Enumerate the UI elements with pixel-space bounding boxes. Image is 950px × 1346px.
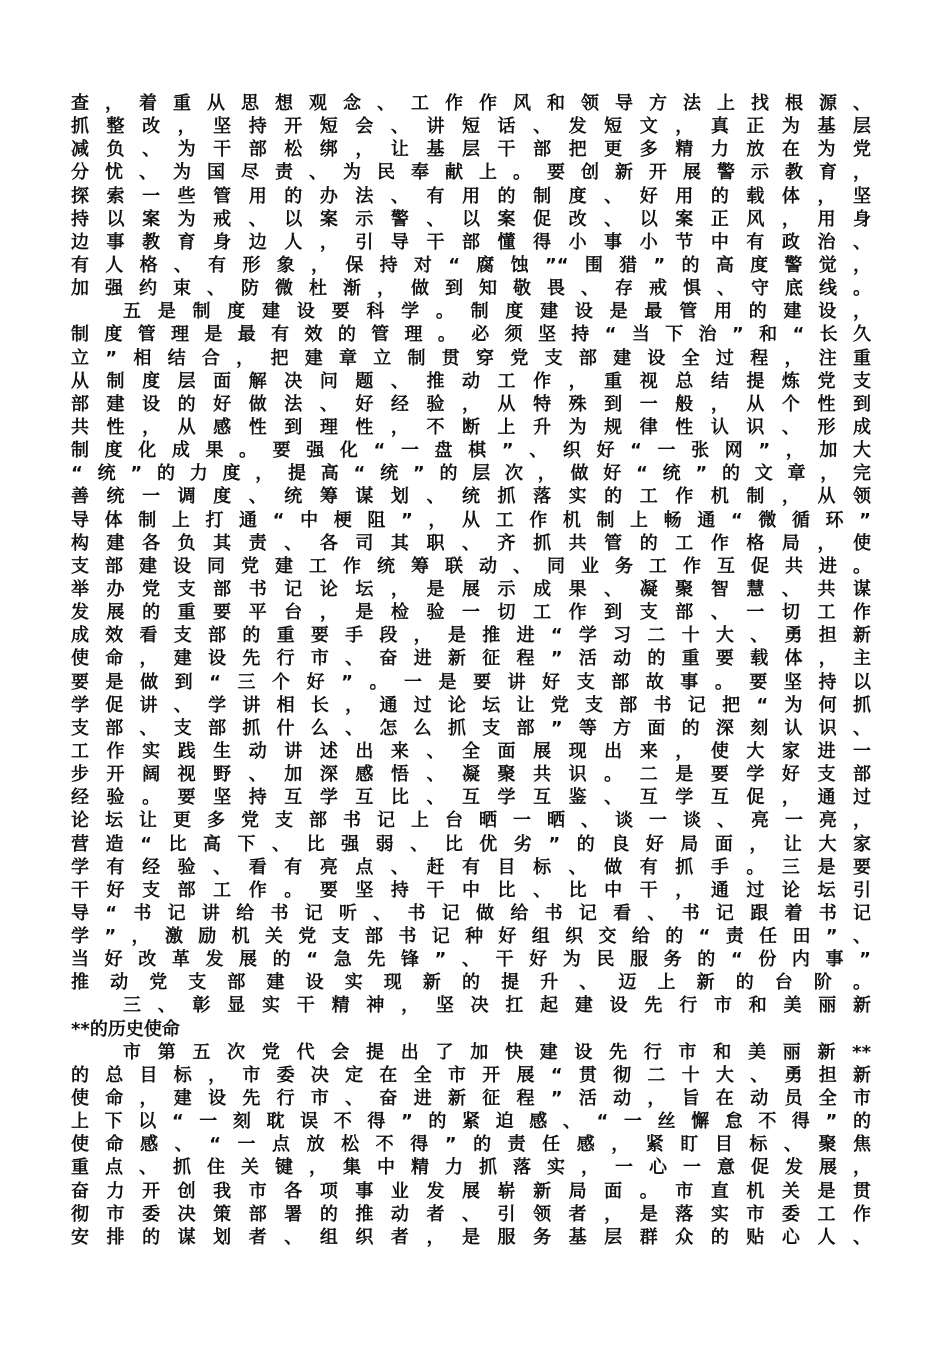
text-line: 重点、抓住关键，集中精力抓落实，一心一意促发展， — [71, 1157, 871, 1179]
text-line: 学促讲、学讲相长，通过论坛让党支部书记把“为何抓 — [71, 694, 871, 716]
text-line: 制度管理是最有效的管理。必须坚持“当下治”和“长久 — [71, 324, 871, 346]
text-line: 使命，建设先行市、奋进新征程”活动的重要载体，主 — [71, 648, 871, 670]
document-body — [71, 92, 871, 1249]
text-line: 从制度层面解决问题、推动工作，重视总结提炼党支 — [71, 370, 871, 392]
text-line: 当好改革发展的“急先锋”、干好为民服务的“份内事” — [71, 949, 871, 971]
text-line: 有人格、有形象，保持对“腐蚀”“围猎”的高度警觉， — [71, 254, 871, 276]
text-line: 要是做到“三个好”。一是要讲好支部故事。要坚持以 — [71, 671, 871, 693]
text-line: 工作实践生动讲述出来、全面展现出来，使大家进一 — [71, 740, 871, 762]
text-line: 举办党支部书记论坛，是展示成果、凝聚智慧、共谋 — [71, 578, 871, 600]
text-line: 立”相结合，把建章立制贯穿党支部建设全过程，注重 — [71, 347, 871, 369]
text-line: 抓整改，坚持开短会、讲短话、发短文，真正为基层 — [71, 116, 871, 138]
text-line: 导体制上打通“中梗阻”，从工作机制上畅通“微循环” — [71, 509, 871, 531]
text-line: 持以案为戒、以案示警、以案促改、以案正风，用身 — [71, 208, 871, 230]
paragraph-start-line: 五是制度建设要科学。制度建设是最管用的建设， — [123, 301, 871, 323]
text-line: 使命感、“一点放松不得”的责任感，紧盯目标、聚焦 — [71, 1134, 871, 1156]
section-heading-line: 三、彰显实干精神，坚决扛起建设先行市和美丽新 — [123, 995, 871, 1017]
text-line: 边事教育身边人，引导干部懂得小事小节中有政治、 — [71, 231, 871, 253]
text-line: 制度化成果。要强化“一盘棋”、织好“一张网”，加大 — [71, 440, 871, 462]
text-line: 减负、为干部松绑，让基层干部把更多精力放在为党 — [71, 139, 871, 161]
text-line: 干好支部工作。要坚持干中比、比中干，通过论坛引 — [71, 879, 871, 901]
paragraph-start-line: 市第五次党代会提出了加快建设先行市和美丽新** — [123, 1041, 871, 1063]
text-line: 推动党支部建设实现新的提升、迈上新的台阶。 — [71, 972, 871, 994]
text-line: 分忧、为国尽责、为民奉献上。要创新开展警示教育， — [71, 162, 871, 184]
text-line: 上下以“一刻耽误不得”的紧迫感、“一丝懈怠不得”的 — [71, 1111, 871, 1133]
text-line: 部建设的好做法、好经验，从特殊到一般，从个性到 — [71, 393, 871, 415]
text-line: 探索一些管用的办法、有用的制度、好用的载体，坚 — [71, 185, 871, 207]
text-line: 步开阔视野、加深感悟、凝聚共识。二是要学好支部 — [71, 764, 871, 786]
text-line: 奋力开创我市各项事业发展崭新局面。市直机关是贯 — [71, 1180, 871, 1202]
text-line: 发展的重要平台，是检验一切工作到支部、一切工作 — [71, 602, 871, 624]
text-line: 支部、支部抓什么、怎么抓支部”等方面的深刻认识、 — [71, 717, 871, 739]
text-line: 构建各负其责、各司其职、齐抓共管的工作格局，使 — [71, 532, 871, 554]
text-line: 的总目标，市委决定在全市开展“贯彻二十大、勇担新 — [71, 1064, 871, 1086]
text-line: 善统一调度、统筹谋划、统抓落实的工作机制，从领 — [71, 486, 871, 508]
text-line: 经验。要坚持互学互比、互学互鉴、互学互促，通过 — [71, 787, 871, 809]
text-line: 学”，激励机关党支部书记种好组织交给的“责任田”、 — [71, 926, 871, 948]
text-line: 安排的谋划者、组织者，是服务基层群众的贴心人、 — [71, 1226, 871, 1248]
text-line: 加强约束、防微杜渐，做到知敬畏、存戒惧、守底线。 — [71, 278, 871, 300]
text-line: 支部建设同党建工作统筹联动、同业务工作互促共进。 — [71, 555, 871, 577]
text-line: 学有经验、看有亮点、赶有目标、做有抓手。三是要 — [71, 856, 871, 878]
text-line: 营造“比高下、比强弱、比优劣”的良好局面，让大家 — [71, 833, 871, 855]
text-line: 导“书记讲给书记听、书记做给书记看、书记跟着书记 — [71, 902, 871, 924]
text-line: 彻市委决策部署的推动者、引领者，是落实市委工作 — [71, 1203, 871, 1225]
text-line: “统”的力度，提高“统”的层次，做好“统”的文章，完 — [71, 463, 871, 485]
section-heading-line: **的历史使命 — [71, 1018, 180, 1040]
text-line: 查，着重从思想观念、工作作风和领导方法上找根源、 — [71, 93, 871, 114]
text-line: 论坛让更多党支部书记上台晒一晒、谈一谈、亮一亮， — [71, 810, 871, 832]
text-line: 共性，从感性到理性，不断上升为规律性认识、形成 — [71, 416, 871, 438]
text-line: 成效看支部的重要手段，是推进“学习二十大、勇担新 — [71, 625, 871, 647]
text-line: 使命，建设先行市、奋进新征程”活动，旨在动员全市 — [71, 1088, 871, 1110]
